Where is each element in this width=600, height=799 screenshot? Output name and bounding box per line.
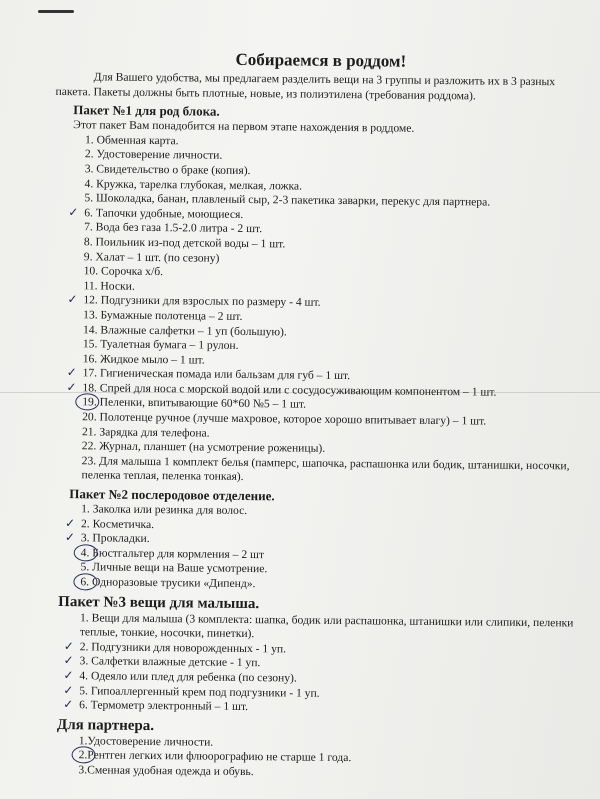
list-item-text: 6. Термометр электронный – 1 шт. [79, 698, 249, 714]
list-item-text: 14. Влажные салфетки – 1 уп (большую). [82, 322, 287, 338]
list-item-text: 13. Бумажные полотенца – 2 шт. [83, 308, 243, 323]
handwritten-check-icon: ✓ [63, 682, 74, 697]
section1-note: Этот пакет Вам понадобится на первом этапе нахождения в роддоме. [73, 118, 415, 135]
list-item [81, 454, 581, 488]
list-item-text: 23. Для малыша 1 комплект белья (памперс, шапочка, распашонка или бодик, штанишки, носочки, пеленка теплая, пеленка тонкая). [81, 454, 570, 484]
list-item-text: 4. Бюстгальтер для кормления – 2 шт [80, 546, 265, 562]
list-item-text: 2.Рентген легких или флюорографию не старше 1 года. [78, 748, 352, 765]
list-item-text: 3. Прокладки. [80, 531, 150, 546]
list-item-text: 5. Гипоаллергенный крем под подгузники - 1 уп. [79, 683, 320, 700]
section3-list [49, 611, 580, 719]
list-item-text: 9. Халат – 1 шт. (по сезону) [83, 249, 220, 265]
list-item-text: 5. Личные вещи на Ваше усмотрение. [80, 560, 268, 576]
list-item-text: 1. Заколка или резинка для волос. [81, 502, 248, 518]
list-item-text: 5. Шоколадка, банан, плавленый сыр, 2-3 пакетика заварки, перекус для партнера. [84, 191, 491, 209]
list-item-text: 6. Одноразовые трусики «Дипенд». [80, 575, 256, 591]
section2-list [50, 502, 581, 595]
pen-stroke-mark [38, 10, 74, 13]
list-item-text: 1. Вещи для малыша (3 комплекта: шапка, бодик или распашонка, штанишки или слипики, пеленки теплые, тонкие, носочки, пинетки). [79, 610, 574, 641]
section4-list [48, 734, 578, 783]
document-content [48, 48, 586, 783]
handwritten-check-icon: ✓ [66, 365, 77, 380]
list-item-text: 10. Сорочка х/б. [83, 264, 164, 279]
handwritten-check-icon: ✓ [63, 697, 74, 712]
list-item-text: 3. Свидетельство о браке (копия). [84, 162, 251, 178]
list-item-text: 22. Журнал, планшет (на усмотрение роженицы). [81, 439, 326, 456]
list-item-text: 21. Зарядка для телефона. [81, 424, 210, 440]
list-item-text: 19. Пеленки, впитывающие 60*60 №5 – 1 шт. [82, 395, 307, 412]
list-item-text: 4. Одеяло или плед для ребенка (по сезону). [79, 669, 297, 685]
section2-heading: Пакет №2 послеродовое отделение. [69, 486, 275, 504]
intro-paragraph: Для Вашего удобства, мы предлагаем разделить вещи на 3 группы и разложить их в 3 разных пакета. Пакеты должны быть плотные, новые, из полиэтилена (требования роддома). [55, 70, 556, 102]
list-item-text: 2. Подгузники для новорожденных - 1 уп. [79, 640, 287, 656]
list-item-text: 17. Гигиеническая помада или бальзам для губ – 1 шт. [82, 366, 351, 383]
handwritten-check-icon: ✓ [63, 653, 74, 668]
list-item-text: 4. Кружка, тарелка глубокая, мелкая, ложка. [84, 176, 303, 193]
handwritten-check-icon: ✓ [66, 380, 77, 395]
list-item-text: 6. Тапочки удобные, моющиеся. [84, 206, 244, 221]
list-item-text: 11. Носки. [83, 279, 135, 293]
list-item-text: 7. Вода без газа 1.5-2.0 литра - 2 шт. [84, 220, 263, 236]
handwritten-check-icon: ✓ [67, 292, 78, 307]
handwritten-check-icon: ✓ [68, 204, 79, 219]
handwritten-check-icon: ✓ [64, 515, 76, 530]
list-item-text: 3. Салфетки влажные детские - 1 уп. [79, 654, 261, 670]
list-item-text: 1. Обменная карта. [84, 133, 179, 148]
section1-list [51, 133, 585, 489]
list-item-text: 20. Полотенце ручное (лучше махровое, которое хорошо впитывает влагу) – 1 шт. [82, 410, 487, 428]
list-item-text: 16. Жидкое мыло – 1 шт. [82, 351, 205, 367]
list-item-text: 1.Удостоверение личности. [78, 734, 214, 749]
list-item-text: 2. Косметичка. [80, 516, 155, 531]
section3-heading: Пакет №3 вещи для малыша. [58, 593, 260, 612]
section4-heading: Для партнера. [56, 716, 155, 734]
list-item-text: 8. Поильник из-под детской воды – 1 шт. [83, 235, 286, 251]
handwritten-check-icon: ✓ [63, 668, 74, 683]
list-item-text: 3.Сменная удобная одежда и обувь. [78, 763, 254, 779]
list-item-text: 18. Спрей для носа с морской водой или с сосудосуживающим компонентом – 1 шт. [82, 381, 497, 399]
handwritten-check-icon: ✓ [63, 638, 74, 654]
list-item-text: 2. Удостоверение личности. [84, 147, 223, 163]
section1-heading: Пакет №1 для род блока. [73, 102, 220, 119]
handwritten-circle-mark [74, 544, 98, 561]
handwritten-check-icon: ✓ [64, 530, 76, 545]
handwritten-circle-mark [73, 573, 97, 590]
list-item-text: 12. Подгузники для взрослых по размеру - 4 шт. [83, 293, 321, 310]
page-title: Собираемся в роддом! [235, 49, 407, 71]
list-item-text: 15. Туалетная бумага – 1 рулон. [82, 337, 239, 353]
